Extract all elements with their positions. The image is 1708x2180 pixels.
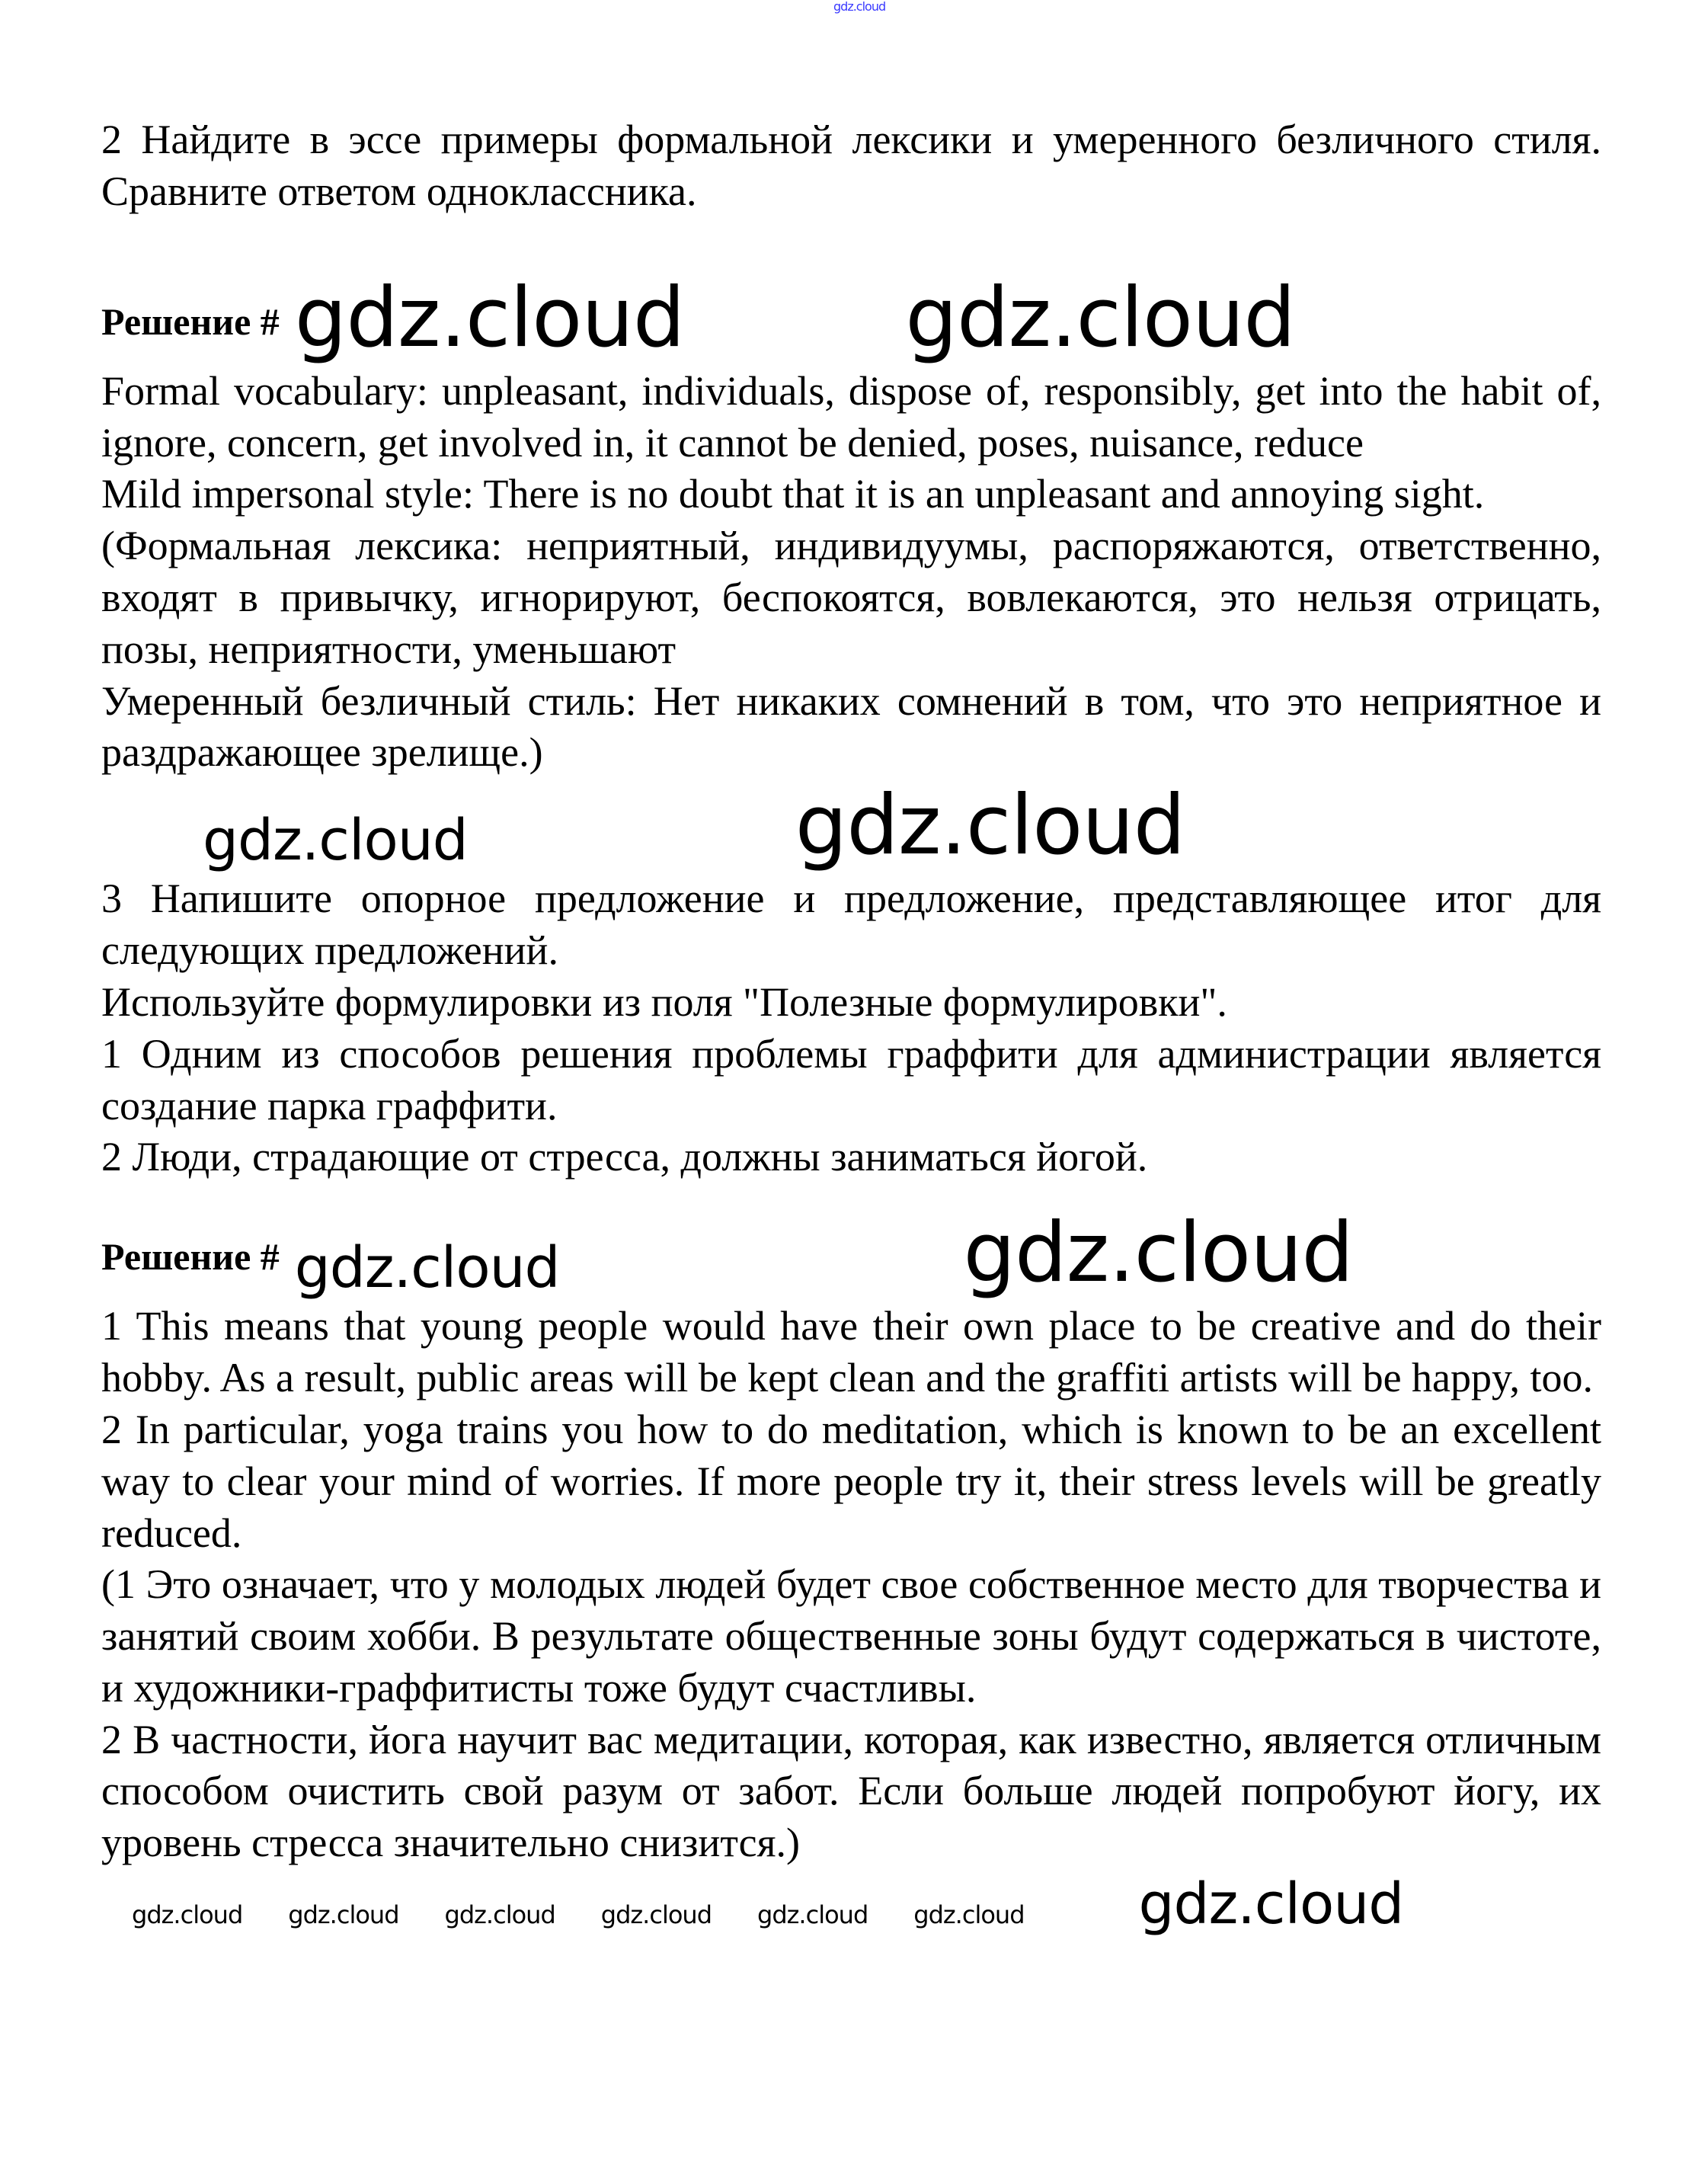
task-3-instruction: Используйте формулировки из поля "Полезные формулировки". [101,978,1227,1025]
solution-heading-1: Решение # [101,299,280,343]
answer-2-en: 2 In particular, yoga trains you how to do meditation, which is known to be an excellent way to clear your mind of worries. If more people try it, their stress levels will be greatly reduced. [101,1406,1601,1556]
task-3-text: 3 Напишите опорное предложение и предложение, представляющее итог для следующих предложений. [101,876,1601,974]
solution-heading-row-2 [101,1206,1601,1301]
answer-2-ru: 2 В частности, йога научит вас медитации, которая, как известно, является отличным способом очистить свой разум от забот. Если больше людей попробуют йогу, их уровень стресса значительно снизится.) [101,1716,1601,1866]
solution-2 [101,366,1601,779]
watermark: gdz.cloud [444,1900,555,1930]
watermark: gdz.cloud [913,1900,1025,1930]
formal-vocabulary-en: Formal vocabulary: unpleasant, individuals, dispose of, responsibly, get into the habit of, ignore, concern, get involved in, it cannot be denied, poses, nuisance, reduce [101,367,1601,466]
watermark: gdz.cloud [757,1900,868,1930]
document-page [0,114,1708,1937]
watermark-top: gdz.cloud [833,0,886,14]
solution-3 [101,1301,1601,1869]
watermark-row-1 [101,779,1601,873]
impersonal-style-ru: Умеренный безличный стиль: Нет никаких сомнений в том, что это неприятное и раздражающее зрелище.) [101,677,1601,776]
watermark: gdz.cloud [905,270,1295,366]
task-3 [101,873,1601,1183]
watermark: gdz.cloud [963,1205,1354,1301]
watermark: gdz.cloud [600,1900,712,1930]
task-2-text: 2 Найдите в эссе примеры формальной лексики и умеренного безличного стиля. Сравните ответом одноклассника. [101,117,1601,214]
watermark: gdz.cloud [795,778,1185,874]
task-3-item-1: 1 Одним из способов решения проблемы граффити для администрации является создание парка граффити. [101,1030,1601,1128]
task-3-item-2: 2 Люди, страдающие от стресса, должны заниматься йогой. [101,1134,1148,1180]
watermark: gdz.cloud [294,270,685,366]
task-2 [101,114,1601,218]
solution-heading-row-1 [101,271,1601,366]
watermark-row-bottom [101,1872,1601,1937]
watermark: gdz.cloud [203,808,468,874]
solution-heading-2: Решение # [101,1235,280,1279]
watermark-top-row [0,0,1708,18]
watermark: gdz.cloud [132,1900,243,1930]
formal-vocabulary-ru: (Формальная лексика: неприятный, индивидуумы, распоряжаются, ответственно, входят в привычку, игнорируют, беспокоятся, вовлекаются, это нельзя отрицать, позы, неприятности, уменьшают [101,523,1601,672]
watermark: gdz.cloud [1138,1871,1404,1938]
watermark: gdz.cloud [288,1900,399,1930]
impersonal-style-en: Mild impersonal style: There is no doubt that it is an unpleasant and annoying sight. [101,471,1485,517]
answer-1-en: 1 This means that young people would have their own place to be creative and do their hobby. As a result, public areas will be kept clean and the graffiti artists will be happy, too. [101,1303,1601,1401]
watermark: gdz.cloud [294,1235,560,1301]
answer-1-ru: (1 Это означает, что у молодых людей будет свое собственное место для творчества и занятий своим хобби. В результате общественные зоны будут содержаться в чистоте, и художники-граффитисты тоже будут счастливы. [101,1561,1601,1711]
